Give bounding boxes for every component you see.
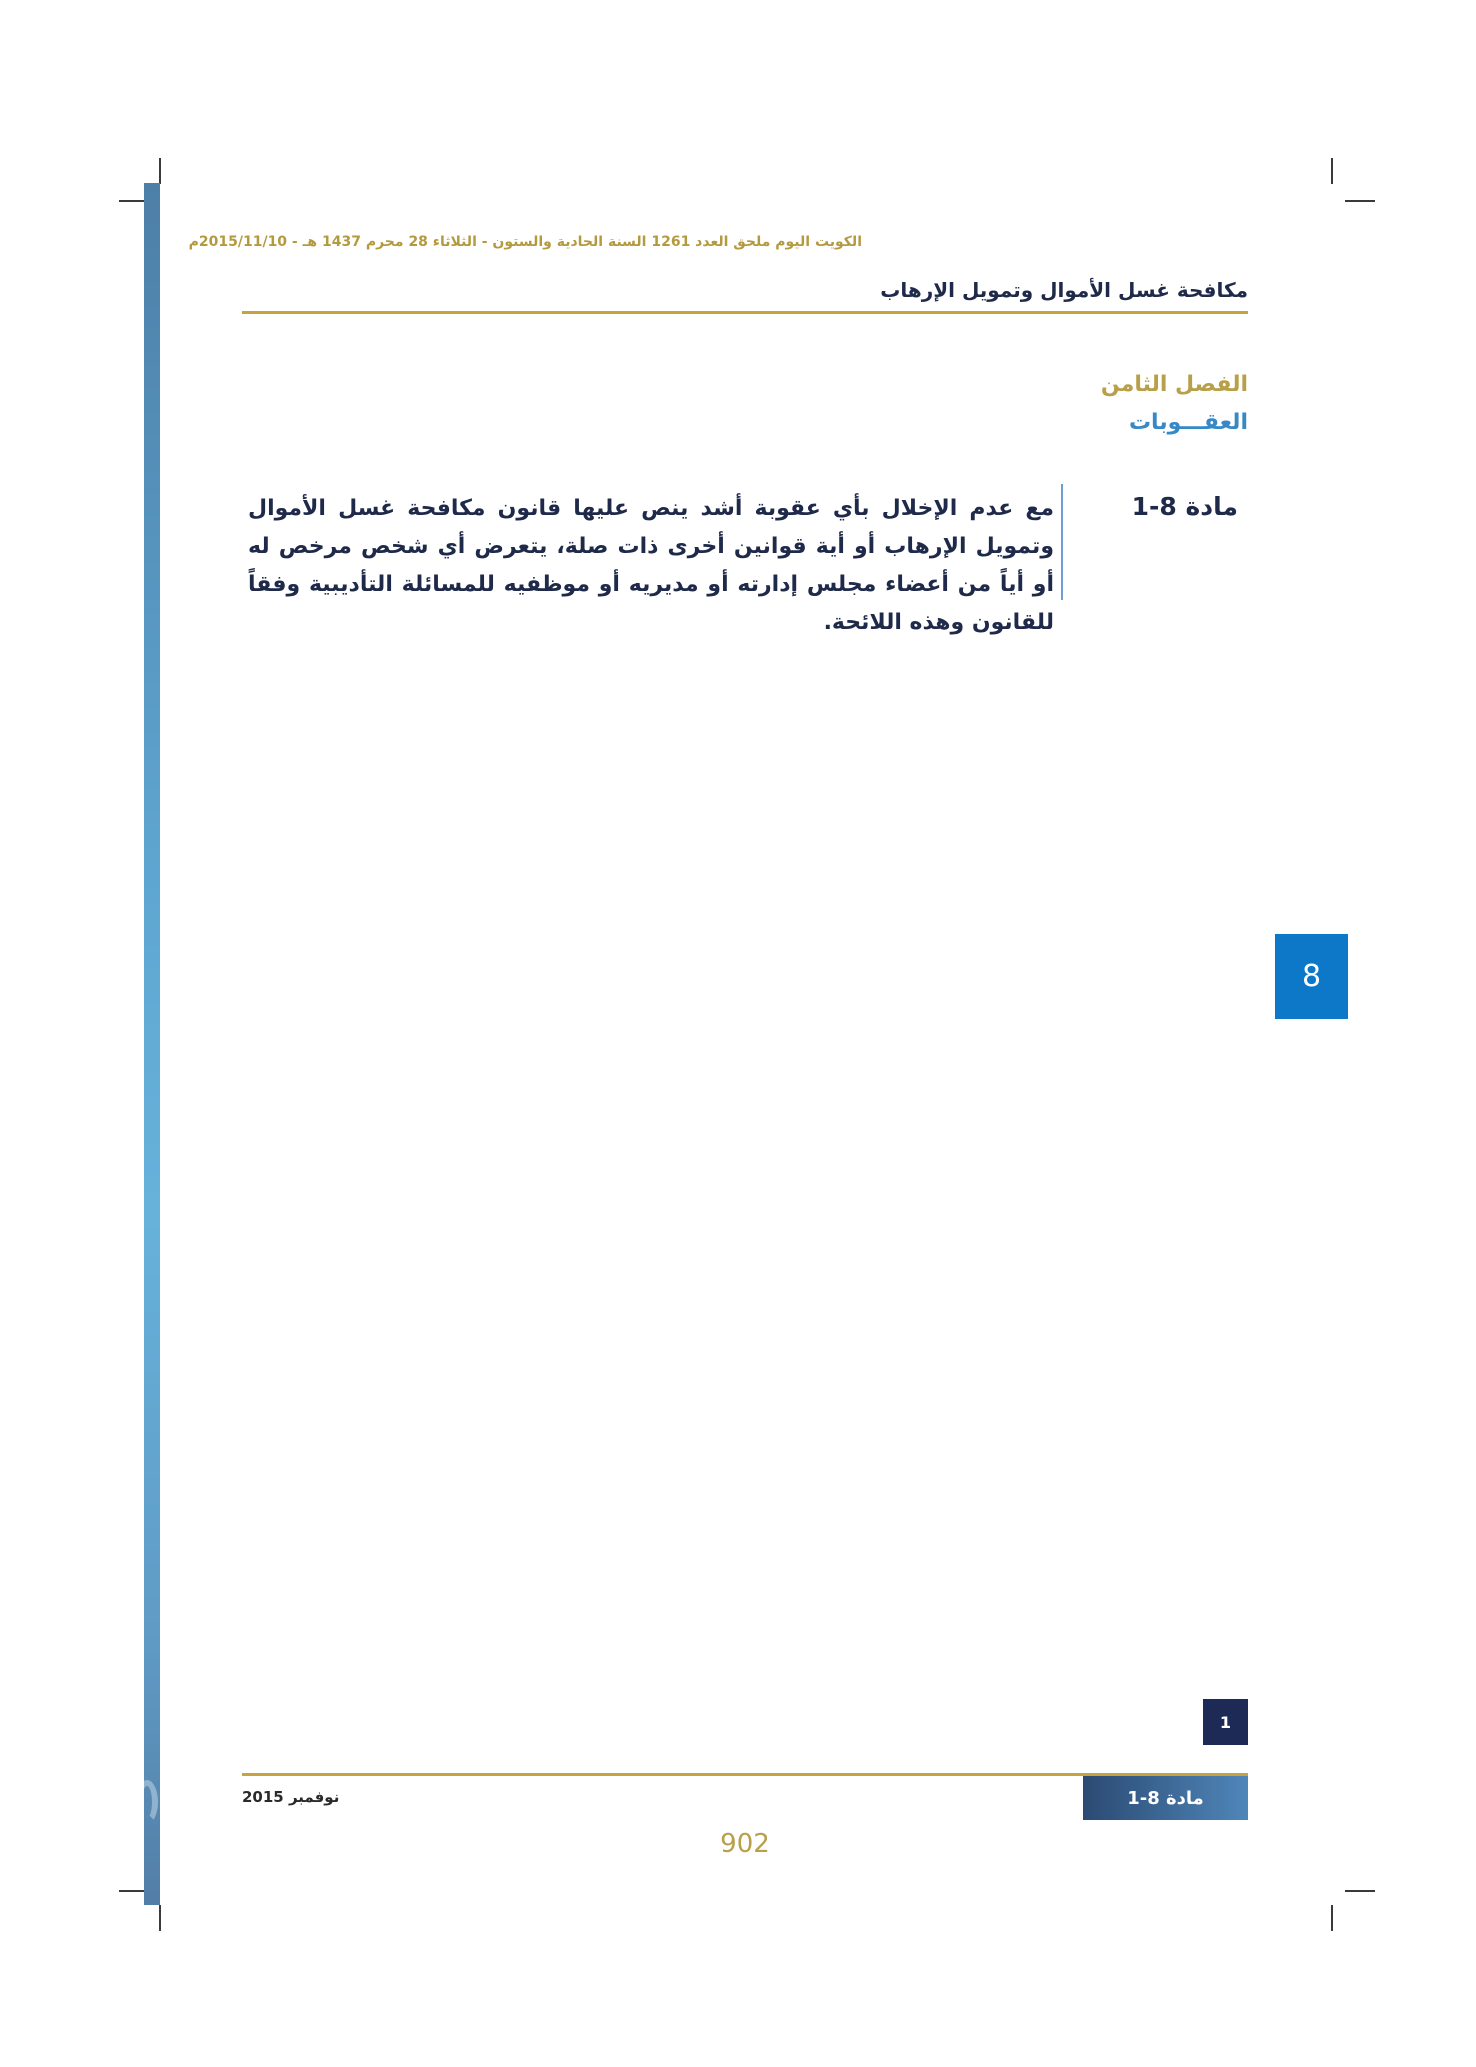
side-bar-watermark-icon — [136, 1780, 158, 1824]
crop-mark — [1345, 1890, 1375, 1892]
chapter-title: الفصل الثامن — [1100, 372, 1248, 397]
chapter-subtitle: العقـــوبات — [1128, 410, 1248, 435]
crop-mark — [119, 200, 145, 202]
footer-article-label: مادة 8-1 — [1083, 1776, 1248, 1820]
crop-mark — [159, 158, 161, 184]
side-decorative-bar — [144, 183, 160, 1905]
crop-mark — [1331, 158, 1333, 184]
gazette-header-line: الكويت اليوم ملحق العدد 1261 السنة الحادية والستون - الثلاثاء 28 محرم 1437 هـ - 2015/11/10م — [188, 234, 862, 250]
article-label: مادة 8-1 — [1131, 492, 1238, 521]
crop-mark — [119, 1890, 145, 1892]
footer-date: نوفمبر 2015 — [242, 1788, 340, 1806]
page-index-box: 1 — [1203, 1699, 1248, 1745]
page-number: 902 — [720, 1829, 770, 1859]
law-title: مكافحة غسل الأموال وتمويل الإرهاب — [880, 278, 1248, 302]
header-divider — [242, 311, 1248, 314]
chapter-side-tab[interactable]: 8 — [1275, 934, 1348, 1019]
crop-mark — [1345, 200, 1375, 202]
article-text: مع عدم الإخلال بأي عقوبة أشد ينص عليها قانون مكافحة غسل الأموال وتمويل الإرهاب أو أية قوانين أخرى ذات صلة، يتعرض أي شخص مرخص له أو أياً من أعضاء مجلس إدارته أو مديريه أو موظفيه للمسائلة التأديبية وفقاً للقانون وهذه اللائحة. — [248, 496, 1054, 635]
article-divider — [1061, 484, 1063, 600]
crop-mark — [1331, 1905, 1333, 1931]
crop-mark — [159, 1905, 161, 1931]
